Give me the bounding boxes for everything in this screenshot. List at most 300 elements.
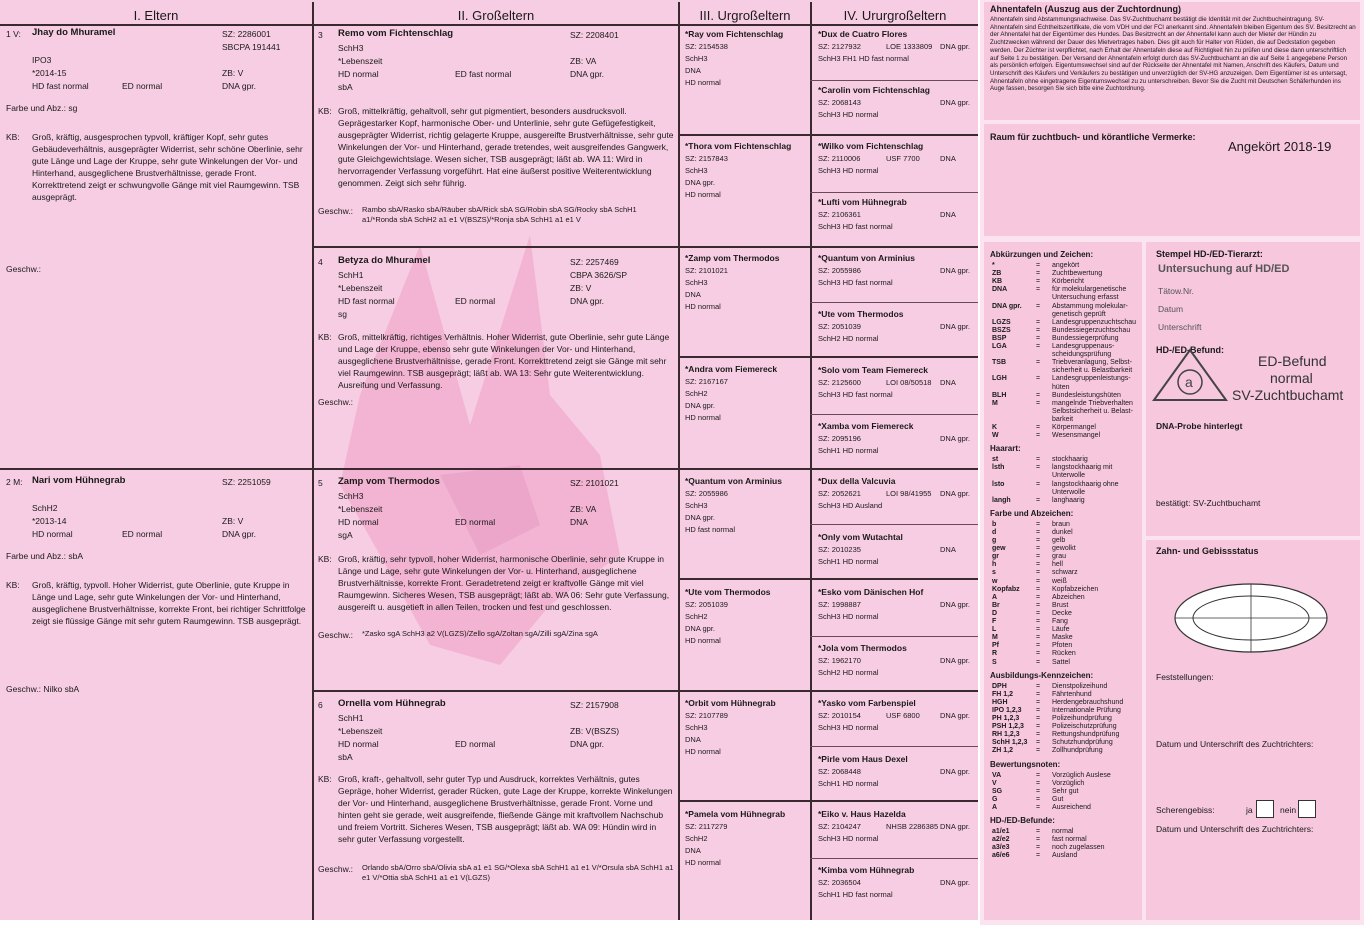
hded-abbr: a2/e2 xyxy=(992,836,1010,844)
gggp-sz: SZ: 2010154 xyxy=(818,711,861,720)
ausb-eq: = xyxy=(1036,747,1041,755)
ggp-line: SchH3 xyxy=(685,501,708,510)
ausb-eq: = xyxy=(1036,731,1041,739)
bew-eq: = xyxy=(1036,795,1041,803)
hded-meaning: Ausland xyxy=(1052,852,1078,860)
abk-abbr: BLH xyxy=(992,391,1007,399)
gp-name: Betyza do Mhuramel xyxy=(338,255,431,266)
gggp-name: *Lufti vom Hühnegrab xyxy=(818,197,907,207)
ggp-line: SZ: 2107789 xyxy=(685,711,728,720)
gp-num: 4 xyxy=(318,257,323,267)
vermerke-title: Raum für zuchtbuch- und körantliche Vermerke: xyxy=(990,132,1196,142)
gp-geschw-val: *Zasko sgA SchH3 a2 V(LGZS)/Zello sgA/Zoltan sgA/Zilli sgA/Zina sgA xyxy=(362,629,598,638)
abk-eq: = xyxy=(1036,424,1041,431)
ausb-abbr: IPO 1,2,3 xyxy=(992,706,1022,714)
mother-born: *2013-14 xyxy=(32,516,67,526)
gp-hd: HD normal xyxy=(338,517,379,527)
bew-meaning: Sehr gut xyxy=(1052,787,1079,795)
farbe-eq: = xyxy=(1036,609,1041,617)
gggp-sz: SZ: 1998887 xyxy=(818,600,861,609)
haar-eq: = xyxy=(1036,464,1041,472)
farbe-eq: = xyxy=(1036,528,1041,536)
gp-geschw: Geschw.: xyxy=(318,864,353,874)
father-dna: DNA gpr. xyxy=(222,81,257,91)
abk-meaning: angekört xyxy=(1052,262,1080,269)
haar-title: Haarart: xyxy=(990,444,1021,454)
gggp-sz: SZ: 2010235 xyxy=(818,545,861,554)
hded-eq: = xyxy=(1036,836,1041,844)
bew-meaning: Gut xyxy=(1052,795,1064,803)
abk-abbr: KB xyxy=(992,278,1003,286)
hded-title: HD-/ED-Befunde: xyxy=(990,816,1055,825)
gggp-dna: DNA gpr. xyxy=(940,711,971,720)
abk-title: Abkürzungen und Zeichen: xyxy=(990,250,1094,259)
farbe-abbr: D xyxy=(992,609,998,617)
gggp-rule-1 xyxy=(810,80,978,81)
gggp-dna: DNA gpr. xyxy=(940,878,971,887)
gggp-name: *Yasko vom Farbenspiel xyxy=(818,698,916,708)
father-zb: ZB: V xyxy=(222,68,244,78)
gggp-sz: SZ: 2036504 xyxy=(818,878,861,887)
bew-title: Bewertungsnoten: xyxy=(990,759,1061,769)
abk-abbr: LGH xyxy=(992,375,1007,383)
gggp-line2: SchH3 HD fast normal xyxy=(818,390,893,399)
mother-ed: ED normal xyxy=(122,529,163,539)
gp-ed: ED normal xyxy=(455,517,496,527)
gggp-name: *Kimba vom Hühnegrab xyxy=(818,865,915,875)
ggp-line: HD normal xyxy=(685,302,721,311)
sv-zucht-stamp: SV-Zuchtbuchamt xyxy=(1232,387,1344,403)
gggp-sz: SZ: 2104247 xyxy=(818,822,861,831)
gggp-dna: DNA xyxy=(940,154,956,163)
haar-meaning: langstockhaarig ohne xyxy=(1052,480,1119,488)
gp-title: SchH1 xyxy=(338,713,364,723)
abk-meaning: Abstammung molekular- xyxy=(1052,302,1128,310)
bew-eq: = xyxy=(1036,803,1041,811)
father-name: Jhay do Mhuramel xyxy=(32,27,116,38)
gp-title: SchH3 xyxy=(338,43,364,53)
gp-kb-label: KB: xyxy=(318,554,332,564)
ausb-eq: = xyxy=(1036,715,1041,722)
ausb-abbr: PH 1,2,3 xyxy=(992,715,1020,722)
stamp-triangle-icon xyxy=(1150,346,1230,406)
gp-hd: HD normal xyxy=(338,739,379,749)
gggp-rule-3 xyxy=(810,302,978,303)
header-great-great-grandparents: IV. Ururgroßeltern xyxy=(843,8,947,23)
farbe-eq: = xyxy=(1036,634,1041,642)
gp-num: 3 xyxy=(318,30,323,40)
gggp-sz: SZ: 2125600 xyxy=(818,378,861,387)
gp-born: *Lebenszeit xyxy=(338,283,383,293)
gggp-name: *Ute vom Thermodos xyxy=(818,309,904,319)
ausb-meaning: Polizeischutzprüfung xyxy=(1052,723,1117,731)
gggp-line2: SchH3 HD Ausland xyxy=(818,501,883,510)
gp-hd: HD fast normal xyxy=(338,296,395,306)
col-divider-3 xyxy=(810,2,812,920)
gp-ed: ED fast normal xyxy=(455,69,512,79)
abk-abbr: ZB xyxy=(992,270,1002,278)
ausb-abbr: SchH 1,2,3 xyxy=(992,739,1028,747)
ausb-meaning: Herdengebrauchshund xyxy=(1052,698,1124,706)
abk-meaning: Landesgruppenleistungs- xyxy=(1052,375,1131,383)
ggp-line: SZ: 2157843 xyxy=(685,154,728,163)
farbe-eq: = xyxy=(1036,618,1041,625)
farbe-abbr: S xyxy=(992,658,997,666)
farbe-meaning: braun xyxy=(1052,520,1070,528)
abk-meaning: Bundesleistungshüten xyxy=(1052,391,1121,399)
gggp-extra: USF 6800 xyxy=(886,711,920,720)
header-grandparents: II. Großeltern xyxy=(457,8,535,23)
gggp-sz: SZ: 2052621 xyxy=(818,489,861,498)
gp-dna: DNA gpr. xyxy=(570,739,605,749)
gggp-sz: SZ: 2106361 xyxy=(818,210,861,219)
ggp-rule-4 xyxy=(678,800,978,802)
gggp-extra: LOI 98/41955 xyxy=(886,489,932,498)
farbe-meaning: Rücken xyxy=(1052,650,1076,658)
gp-zb: ZB: VA xyxy=(570,56,597,66)
gggp-rule-5 xyxy=(810,524,978,525)
ggp-rule-2 xyxy=(678,356,978,358)
farbe-eq: = xyxy=(1036,658,1041,666)
gggp-sz: SZ: 2110006 xyxy=(818,154,861,163)
haar-abbr: st xyxy=(992,456,999,464)
ed-normal-text: normal xyxy=(1270,370,1313,386)
gggp-sz: SZ: 1962170 xyxy=(818,656,861,665)
farbe-meaning: Decke xyxy=(1052,609,1072,617)
gp-born: *Lebenszeit xyxy=(338,504,383,514)
ggp-line: SchH2 xyxy=(685,389,708,398)
gp-kb: Groß, kraft-, gehaltvoll, sehr guter Typ und Ausdruck, korrektes Verhältnis, gutes Gepräge, hoher Widerrist, gerader Rücken, gute Lage der Kruppe, korrekte Winkelungen der Vor- und Hinterhand, ausgeglichene Brustverhältnisse, gerade Front. Vorne und hinten geht sie gerade, weit ausgreifende, fließende Gänge mit kraftvollem Nachschub und freiem Vortritt. Sicheres Wesen, TSB ausgeprägt; läßt ab. WA 09: Hündin wird in sehr guter Verfassung vorgestellt. xyxy=(338,774,673,844)
ggp-line: SZ: 2055986 xyxy=(685,489,728,498)
abk-abbr: BSZS xyxy=(992,326,1011,334)
father-born: *2014-15 xyxy=(32,68,67,78)
gp-kb-label: KB: xyxy=(318,774,332,784)
farbe-abbr: b xyxy=(992,520,997,528)
hded-meaning: fast normal xyxy=(1052,836,1087,844)
ggp-name: *Thora vom Fichtenschlag xyxy=(685,141,792,151)
gggp-line2: SchH2 HD normal xyxy=(818,334,879,343)
abk-meaning: Körbericht xyxy=(1052,278,1084,286)
farbe-abbr: Pf xyxy=(992,642,999,650)
farbe-meaning: Maske xyxy=(1052,634,1073,642)
gp-kb-label: KB: xyxy=(318,332,332,342)
abk-eq: = xyxy=(1036,318,1041,326)
gp-sz: SZ: 2101021 xyxy=(570,478,619,488)
hded-abbr: a1/e1 xyxy=(992,828,1010,835)
ggp-line: SchH3 xyxy=(685,166,708,175)
abk-meaning: Körpermangel xyxy=(1052,424,1096,431)
gggp-line2: SchH3 HD normal xyxy=(818,612,879,621)
haar-eq: = xyxy=(1036,480,1041,488)
gggp-dna: DNA gpr. xyxy=(940,822,971,831)
gggp-line2: SchH1 HD normal xyxy=(818,446,879,455)
ggp-name: *Andra vom Fiemereck xyxy=(685,364,778,374)
gggp-dna: DNA gpr. xyxy=(940,98,971,107)
farbe-eq: = xyxy=(1036,585,1041,593)
abk-eq: = xyxy=(1036,326,1041,334)
gp-name: Remo vom Fichtenschlag xyxy=(338,28,454,39)
gggp-name: *Dux de Cuatro Flores xyxy=(818,29,908,39)
unterschrift-label: Unterschrift xyxy=(1158,322,1202,332)
haar-meaning: langhaarig xyxy=(1052,496,1085,504)
mother-name: Nari vom Hühnegrab xyxy=(32,475,126,486)
dentition-diagram-icon xyxy=(1166,578,1336,658)
ausb-title: Ausbildungs-Kennzeichen: xyxy=(990,670,1094,680)
gggp-name: *Wilko vom Fichtenschlag xyxy=(818,141,924,151)
ggp-name: *Pamela vom Hühnegrab xyxy=(685,809,786,819)
abk-abbr: K xyxy=(992,424,998,431)
gggp-sz: SZ: 2051039 xyxy=(818,322,861,331)
mother-zb: ZB: V xyxy=(222,516,244,526)
ausb-meaning: Rettungshundprüfung xyxy=(1052,731,1120,739)
gggp-sz: SZ: 2095196 xyxy=(818,434,861,443)
farbe-eq: = xyxy=(1036,520,1041,528)
farbe-abbr: g xyxy=(992,537,997,544)
gp-zb: ZB: V(BSZS) xyxy=(570,726,620,736)
farbe-abbr: w xyxy=(992,577,998,585)
ggp-line: DNA xyxy=(685,66,701,75)
ausb-abbr: RH 1,2,3 xyxy=(992,731,1020,739)
bew-meaning: Vorzüglich Auslese xyxy=(1052,771,1111,779)
ed-befund-text: ED-Befund xyxy=(1258,353,1327,369)
gp-num: 6 xyxy=(318,700,323,710)
bestaetigt-label: bestätigt: SV-Zuchtbuchamt xyxy=(1156,498,1261,508)
gggp-name: *Esko vom Dänischen Hof xyxy=(818,587,924,597)
abk-eq: = xyxy=(1036,375,1041,383)
bew-abbr: V xyxy=(992,779,997,787)
bew-eq: = xyxy=(1036,787,1041,795)
gp-farbe: sbA xyxy=(338,82,353,92)
ausb-meaning: Internationale Prüfung xyxy=(1052,706,1121,714)
nein-checkbox[interactable] xyxy=(1298,800,1316,818)
farbe-meaning: gewolkt xyxy=(1052,545,1076,553)
gggp-sz: SZ: 2055986 xyxy=(818,266,861,275)
gggp-rule-2 xyxy=(810,192,978,193)
father-ed: ED normal xyxy=(122,81,163,91)
gggp-rule-7 xyxy=(810,746,978,747)
ggp-name: *Ray vom Fichtenschlag xyxy=(685,29,784,39)
ausb-eq: = xyxy=(1036,723,1041,731)
bew-abbr: G xyxy=(992,795,998,803)
hded-befund-label: HD-/ED-Befund: xyxy=(1156,345,1224,355)
hded-meaning: normal xyxy=(1052,828,1074,835)
father-sz: SZ: 2286001 xyxy=(222,29,271,39)
bew-abbr: A xyxy=(992,803,998,811)
farbe-meaning: gelb xyxy=(1052,537,1066,544)
mother-kb: Groß, kräftig, typvoll. Hoher Widerrist, gute Oberlinie, gute Kruppe in Länge und Lage, sehr gute Winkelungen der Vor- und Hinterhand, ausgeglichene Brustverhältnisse, korrekte Front, bei richtiger Schrittfolge zeigt sie flüssige Gänge mit sehr gutem Raumgewinn. TSB ausgeprägt. xyxy=(32,580,306,626)
untersuchung-label: Untersuchung auf HD/ED xyxy=(1158,263,1290,275)
farbe-meaning: Pfoten xyxy=(1052,642,1073,650)
ggp-line: SchH3 xyxy=(685,54,708,63)
gggp-line2: SchH2 HD normal xyxy=(818,668,879,677)
abk-eq: = xyxy=(1036,399,1041,407)
bew-abbr: SG xyxy=(992,787,1003,795)
ggp-line: SZ: 2117279 xyxy=(685,822,728,831)
ggp-line: DNA xyxy=(685,290,701,299)
bew-eq: = xyxy=(1036,771,1041,779)
gggp-line2: SchH3 HD fast normal xyxy=(818,222,893,231)
abk-eq: = xyxy=(1036,391,1041,399)
farbe-eq: = xyxy=(1036,545,1041,553)
farbe-abbr: Br xyxy=(992,601,1000,609)
bew-meaning: Ausreichend xyxy=(1052,803,1091,811)
gp-geschw: Geschw.: xyxy=(318,630,353,640)
ggp-line: SchH3 xyxy=(685,278,708,287)
farbe-meaning: Sattel xyxy=(1052,658,1070,666)
gp-num: 5 xyxy=(318,478,323,488)
gp-geschw: Geschw.: xyxy=(318,206,353,216)
gggp-line2: SchH3 FH1 HD fast normal xyxy=(818,54,909,63)
header-rule xyxy=(0,24,978,26)
zuchtordnung-text: Ahnentafeln sind Abstammungsnachweise. Das SV-Zuchtbuchamt bestätigt die Identität mit der Zuchtbucheintragung. SV-Ahnentafeln sind Echtheitszertifikate, die vom VDH und der FCI anerkannt sind. Ahnentafeln bleiben Eigentum des SV. Besitzrecht an der Ahnentafel hat der Eigentümer des Hundes. Das Besitzrecht an der Ahnentafel kann auch der Mieter der Hündin zu Zuchtzwecken während der Dauer des Mietvertrages haben. Dies gilt auch für Halter von Rüden, die auf Deckstation gegeben werden. Der Züchter ist verpflichtet, nach Erhalt der Ahnentafeln diese auf Richtigkeit hin zu prüfen und diese dann unterschriftlich auf Seite 1 zu bestätigen. Der Versand der Ahnentafeln erfolgt durch das SV-Zuchtbuchamt an die auf Seite 1 angegebene Person als persönlich erfolgen. Eigentumswechsel sind auf der Rückseite der Ahnentafel mit Namen, Anschrift des Käufers, Datum und Unterschrift des Käufers und Verkäufers zu bestätigen und unverzüglich der SV-HG anzuzeigen. Dem Eigentümer ist es untersagt, Ahnentafeln ohne eingetragene Eigentumswechsel zu zu unterschreiben. Bevor Sie die Zucht mit Deutschen Schäferhunden ins Auge fassen, besorgen Sie sich bitte eine Zuchtordnung. xyxy=(990,16,1356,93)
ggp-line: HD normal xyxy=(685,78,721,87)
ja-label: ja xyxy=(1246,805,1253,815)
ausb-eq: = xyxy=(1036,690,1041,698)
mother-dna: DNA gpr. xyxy=(222,529,257,539)
gggp-dna: DNA gpr. xyxy=(940,434,971,443)
father-kb-label: KB: xyxy=(6,132,20,142)
gggp-rule-8 xyxy=(810,858,978,859)
gp-name: Zamp vom Thermodos xyxy=(338,476,440,487)
taetow-label: Tätow.Nr. xyxy=(1158,286,1194,296)
gggp-dna: DNA gpr. xyxy=(940,656,971,665)
farbe-abbr: gr xyxy=(992,553,999,561)
farbe-meaning: Läufe xyxy=(1052,626,1070,634)
gp-kb: Groß, kräftig, sehr typvoll, hoher Widerrist, harmonische Oberlinie, sehr gute Kruppe in Länge und Lage, sehr gute Winkelungen der Vor- u. Hinterhand, ausgeglichene Brustverhältnisse, korrekte Front. Geradetretend zeigt er kraftvolle Gänge mit viel Raumgewinn. Sicheres Wesen, TSB ausgeprägt; läßt ab. WA 06: Sehr gute Verfassung, ausgereift u. ausgetieft in allen Teilen, trocken und fest und geschlossen. xyxy=(338,554,670,612)
gggp-name: *Xamba vom Fiemereck xyxy=(818,421,914,431)
gggp-dna: DNA gpr. xyxy=(940,42,971,51)
haar-meaning: stockhaarig xyxy=(1052,456,1088,464)
abk-meaning: Landesgruppenzuchtschau xyxy=(1052,318,1137,326)
gggp-name: *Quantum von Arminius xyxy=(818,253,915,263)
gp-zb: ZB: V xyxy=(570,283,592,293)
gp-title: SchH3 xyxy=(338,491,364,501)
ggp-line: HD normal xyxy=(685,190,721,199)
ggp-line: DNA gpr. xyxy=(685,513,716,522)
gp-rule-3 xyxy=(312,690,978,692)
ausb-meaning: Fährtenhund xyxy=(1052,690,1092,698)
farbe-abbr: h xyxy=(992,561,997,569)
haar-meaning: langstockhaarig mit xyxy=(1052,464,1113,472)
ausb-abbr: HGH xyxy=(992,698,1008,706)
ggp-line: SZ: 2051039 xyxy=(685,600,728,609)
gp-farbe: sg xyxy=(338,309,347,319)
scherengebiss-label: Scherengebiss: xyxy=(1156,805,1215,815)
abk-meaning: barkeit xyxy=(1052,415,1074,423)
abk-abbr: M xyxy=(992,399,998,407)
mother-farbe: Farbe und Abz.: sbA xyxy=(6,551,84,561)
hded-abbr: a6/e6 xyxy=(992,852,1010,860)
gp-hd: HD normal xyxy=(338,69,379,79)
abk-meaning: genetisch geprüft xyxy=(1052,310,1106,318)
abk-eq: = xyxy=(1036,278,1041,286)
header-parents: I. Eltern xyxy=(133,8,179,23)
ausb-abbr: DPH xyxy=(992,682,1007,690)
gggp-dna: DNA xyxy=(940,545,956,554)
gp-geschw-val: Orlando sbA/Orro sbA/Olivia sbA a1 e1 SG/*Olexa sbA SchH1 a1 e1 V/*Orsula sbA SchH1 a1 e1 V/*Ottia sbA SchH1 a1 e1 V(LGZS) xyxy=(362,863,674,882)
header-great-grandparents: III. Urgroßeltern xyxy=(699,8,791,23)
gggp-dna: DNA gpr. xyxy=(940,322,971,331)
gggp-extra: LOE 1333809 xyxy=(886,42,933,51)
farbe-meaning: Fang xyxy=(1052,618,1068,625)
ausb-abbr: ZH 1,2 xyxy=(992,747,1014,755)
abk-meaning: Zuchtbewertung xyxy=(1052,270,1103,278)
abk-meaning: Bundessiegerzuchtschau xyxy=(1052,326,1131,334)
farbe-eq: = xyxy=(1036,650,1041,658)
gggp-name: *Jola vom Thermodos xyxy=(818,643,907,653)
abk-eq: = xyxy=(1036,270,1041,278)
gp-born: *Lebenszeit xyxy=(338,726,383,736)
gggp-line2: SchH3 HD normal xyxy=(818,166,879,175)
father-kb: Groß, kräftig, ausgesprochen typvoll, kräftiger Kopf, sehr gutes Gebäudeverhältnis, ausgeprägter Widerrist, sehr schöne Oberlinie, sehr gute Länge und Lage der Kruppe, sehr gute Winkelungen der Vor- und Hinterhand, ausgeglichene Brustverhältnisse, gerade Front. Korrekttretend zeigt er schwungvolle Gänge mit viel Raumgewinn. TSB ausgeprägt. xyxy=(32,132,303,202)
col-divider-2 xyxy=(678,2,680,920)
ggp-line: DNA xyxy=(685,846,701,855)
abk-eq: = xyxy=(1036,262,1041,269)
farbe-eq: = xyxy=(1036,593,1041,601)
farbe-eq: = xyxy=(1036,553,1041,561)
haar-eq: = xyxy=(1036,456,1041,464)
gp-ed: ED normal xyxy=(455,296,496,306)
gp-cbpa: CBPA 3626/SP xyxy=(570,270,628,280)
farbe-meaning: hell xyxy=(1052,561,1063,569)
datum-unterschrift-1: Datum und Unterschrift des Zuchtrichters: xyxy=(1156,739,1314,749)
ggp-name: *Zamp vom Thermodos xyxy=(685,253,780,263)
gp-dna: DNA xyxy=(570,517,588,527)
abk-eq: = xyxy=(1036,334,1041,342)
abk-meaning: sicherheit u. Belastbarkeit xyxy=(1052,367,1133,375)
farbe-eq: = xyxy=(1036,561,1041,569)
farbe-meaning: Abzeichen xyxy=(1052,593,1085,601)
gggp-line2: SchH3 HD normal xyxy=(818,834,879,843)
gp-dna: DNA gpr. xyxy=(570,69,605,79)
farbe-meaning: Kopfabzeichen xyxy=(1052,585,1099,593)
ausb-eq: = xyxy=(1036,698,1041,706)
farbe-abbr: F xyxy=(992,618,997,625)
farbe-eq: = xyxy=(1036,626,1041,634)
ja-checkbox[interactable] xyxy=(1256,800,1274,818)
ausb-meaning: Polizeihundprüfung xyxy=(1052,715,1112,722)
farbe-meaning: schwarz xyxy=(1052,569,1078,577)
abk-meaning: Untersuchung erfasst xyxy=(1052,294,1119,302)
farbe-abbr: R xyxy=(992,650,998,658)
feststellungen-label: Feststellungen: xyxy=(1156,672,1214,682)
ggp-line: DNA xyxy=(685,735,701,744)
gp-zb: ZB: VA xyxy=(570,504,597,514)
ggp-rule-3 xyxy=(678,578,978,580)
gp-born: *Lebenszeit xyxy=(338,56,383,66)
farbe-abbr: M xyxy=(992,634,998,642)
abk-abbr: * xyxy=(992,262,995,269)
gggp-extra: LOI 08/50518 xyxy=(886,378,932,387)
zahn-title: Zahn- und Gebissstatus xyxy=(1156,546,1259,556)
mother-prefix: 2 M: xyxy=(6,477,23,487)
ggp-line: HD normal xyxy=(685,858,721,867)
abk-meaning: Selbstsicherheit u. Belast- xyxy=(1052,407,1133,415)
ggp-line: SZ: 2101021 xyxy=(685,266,728,275)
farbe-abbr: s xyxy=(992,569,996,577)
abk-eq: = xyxy=(1036,432,1041,440)
gggp-dna: DNA gpr. xyxy=(940,266,971,275)
gggp-name: *Dux della Valcuvia xyxy=(818,476,896,486)
abk-eq: = xyxy=(1036,359,1041,367)
abk-meaning: Bundessiegerprüfung xyxy=(1052,334,1119,342)
gggp-sz: SZ: 2127932 xyxy=(818,42,861,51)
hded-abbr: a3/e3 xyxy=(992,844,1010,852)
gggp-dna: DNA gpr. xyxy=(940,489,971,498)
gggp-line2: SchH1 HD fast normal xyxy=(818,890,893,899)
father-hd: HD fast normal xyxy=(32,81,89,91)
gp-kb: Groß, mittelkräftig, richtiges Verhältnis. Hoher Widerrist, gute Oberlinie, sehr gute Länge und Lage der Kruppe, ebenso sehr gute Winkelungen der Vor- und Hinterhand, ausgeglichene Brustverhältnisse, gerade Front. Korrekttretend zeigt sie Gänge mit sehr viel Raumgewinn. TSB ausgeprägt; läßt ab. WA 13: Sehr gute Weiterentwicklung. Ausreifung und Verfassung. xyxy=(338,332,670,390)
